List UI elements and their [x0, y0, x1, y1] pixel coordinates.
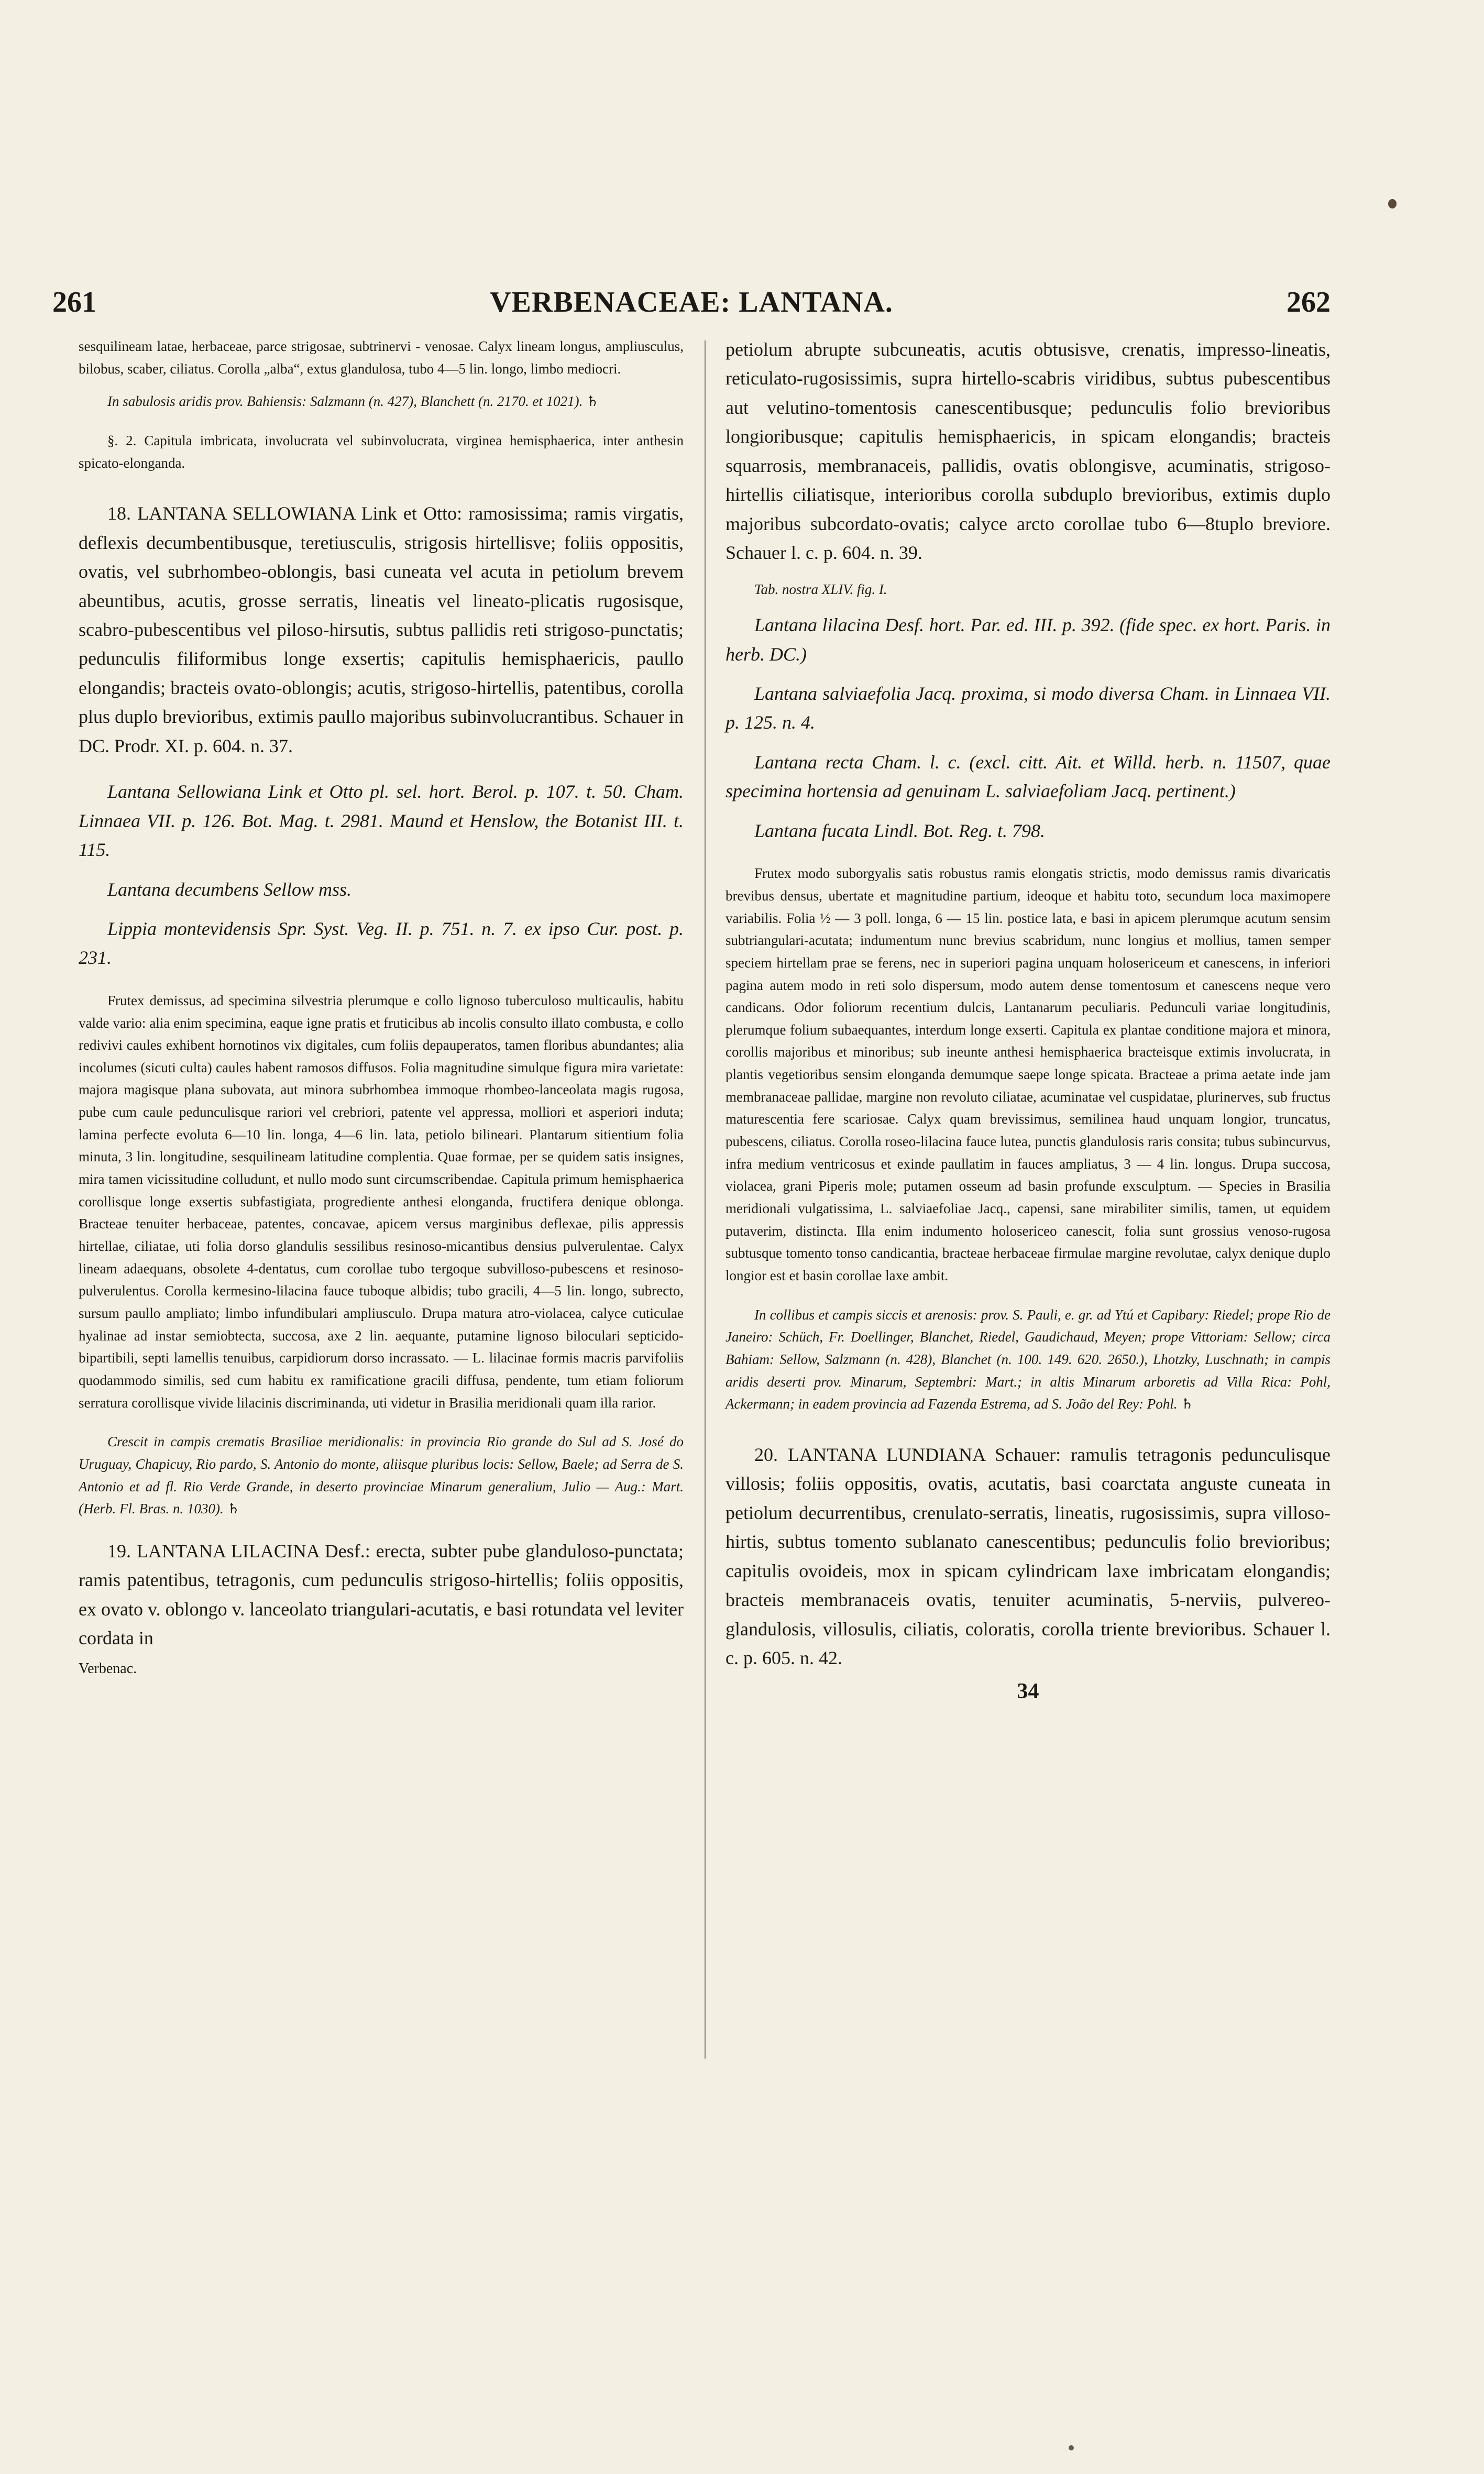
species-20-diagnosis: 20. LANTANA LUNDIANA Schauer: ramulis tetragonis pedunculisque villosis; foliis oppositis, ovatis, acutatis, basi coarctata anguste cuneata in petiolum decurrentibus, crenulato-serratis, lineatis, rugosissimis, supra villoso-hirtis, subtus tomento sublanato canescentibus; pedunculis folio brevioribus; capitulis ovoideis, mox in spicam cylindricam laxe imbricatam elongandis; bracteis membranaceis ovatis, tenuiter acuminatis, 5-nerviis, pulvereo-glandulosis, villosulis, ciliatis, coloratis, corolla triente brevioribus. Schauer l. c. p. 605. n. 42. [725, 1444, 1331, 1669]
synonym-1: Lantana Sellowiana Link et Otto pl. sel. hort. Berol. p. 107. t. 50. Cham. Linnaea VII. p. 126. Bot. Mag. t. 2981. Maund et Henslow, the Botanist III. t. 115. [79, 781, 684, 861]
locality-paragraph: In sabulosis aridis prov. Bahiensis: Salzmann (n. 427), Blanchett (n. 2170. et 1021). ♄ [107, 393, 599, 410]
running-header [52, 285, 1331, 327]
right-column [725, 335, 1331, 1704]
page-number-right: 262 [1287, 286, 1331, 318]
synonym-recta: Lantana recta Cham. l. c. (excl. citt. Ait. et Willd. herb. n. 11507, quae specimina hortensia ad genuinam L. salviaefoliam Jacq. pertinent.) [725, 751, 1331, 802]
page-number-left: 261 [52, 286, 96, 318]
species-18-diagnosis: 18. LANTANA SELLOWIANA Link et Otto: ramosissima; ramis virgatis, deflexis decumbentibusque, teretiusculis, strigosis hirtellisve; foliis oppositis, ovatis, vel subrhombeo-oblongis, basi cuneata vel acuta in petiolum brevem abeuntibus, acutis, grosse serratis, lineatis vel lineato-plicatis rugosisque, scabro-pubescentibus vel piloso-hirsutis, subtus pallidis reti strigoso-punctatis; pedunculis filiformibus longe exsertis; capitulis hemisphaericis, paullo elongandis; bracteis ovato-oblongis; acutis, strigoso-hirtellis, patentibus, corolla plus duplo brevioribus, extimis paullo majoribus subinvolucrantibus. Schauer in DC. Prodr. XI. p. 604. n. 37. [79, 503, 684, 756]
synonym-2: Lantana decumbens Sellow mss. [107, 878, 351, 900]
running-title: VERBENACEAE: LANTANA. [490, 286, 893, 318]
ink-speck [1388, 199, 1397, 208]
species-19-description: Frutex modo suborgyalis satis robustus ramis elongatis strictis, modo demissus ramis divaricatis brevibus densus, ubertate et magnitudine partium, ideoque et habitu toto, secundum loca maximopere variabilis. Folia ½ — 3 poll. longa, 6 — 15 lin. postice lata, e basi in apicem plerumque acutum sensim subtriangulari-acutata; indumentum nunc brevius scabridum, nunc longius et mollius, tamen semper speciem hirtellam prae se ferens, nec in superiori pagina unquam holosericeum et canescens, in inferiori pagina autem modo in reti solo dispersum, modo autem dense tomentosum et canescens neque vero candicans. Odor foliorum recentium dulcis, Lantanarum peculiaris. Pedunculi variae longitudinis, plerumque folium subaequantes, interdum longe exserti. Capitula ex plantae conditione majora et minora, corollis majoribus et minoribus; sub ineunte anthesi hemisphaerica bracteisque extimis involucrata, in plantis vegetioribus sensim elonganda demumque saepe longe spicata. Bracteae a prima aetate inde jam membranaceae pallidae, margine non revoluto ciliatae, acuminatae vel cuspidatae, plurinerves, sub fructus maturescentia fere scariosae. Calyx quam brevissimus, semilinea haud unquam longior, truncatus, pubescens, ciliatus. Corolla roseo-lilacina fauce lutea, punctis glandulosis raris consita; tubus subincurvus, infra medium ventricosus et exinde paullatim in fauces ampliatus, 3 — 4 lin. longus. Drupa succosa, violacea, grani Piperis mole; putamen osseum ad basin profunde exsculptum. — Species in Brasilia meridionali vulgatissima, L. salviaefoliae Jacq., capensi, sane mirabiliter similis, tamen, ut equidem putaverim, distincta. Illa enim indumento holosericeo canescit, folia sunt grossius venoso-rugosa subtusque tomento tonso candicantia, bracteae herbaceae firmulae margine revolutae, calyx denique duplo longior est et basin corollae laxe ambit. [725, 865, 1331, 1284]
species-19-diagnosis: 19. LANTANA LILACINA Desf.: erecta, subter pube glanduloso-punctata; ramis patentibus, tetragonis, cum pedunculis strigoso-hirtellis; foliis oppositis, ex ovato v. oblongo v. lanceolato triangulari-acutatis, e basi rotundata vel leviter cordata in [79, 1540, 684, 1649]
species-18-locality: Crescit in campis crematis Brasiliae meridionalis: in provincia Rio grande do Sul ad S. José do Uruguay, Chapicuy, Rio pardo, S. Antonio do monte, aliisque pluribus locis: Sellow, Baele; ad Serra de S. Antonio et ad fl. Rio Verde Grande, in deserto provinciae Minarum generalium, Julio — Aug.: Mart. (Herb. Fl. Bras. n. 1030). ♄ [79, 1434, 684, 1517]
synonym-3: Lippia montevidensis Spr. Syst. Veg. II. p. 751. n. 7. ex ipso Cur. post. p. 231. [79, 918, 684, 969]
species-19-locality: In collibus et campis siccis et arenosis: prov. S. Pauli, e. gr. ad Ytú et Capibary: Riedel; prope Rio de Janeiro: Schüch, Fr. Doellinger, Blanchet, Riedel, Gaudichaud, Meyen; prope Vittoriam: Sellow; circa Bahiam: Sellow, Salzmann (n. 428), Blanchet (n. 100. 149. 620. 2650.), Lhotzky, Luschnath; in campis aridis deserti prov. Minarum, Septembri: Mart.; in altis Minarum arboretis ad Villa Rica: Pohl, Ackermann; in eadem provincia ad Fazenda Estrema, ad S. João del Rey: Pohl. ♄ [725, 1306, 1331, 1412]
section-heading: §. 2. Capitula imbricata, involucrata vel subinvolucrata, virginea hemisphaerica, inter anthesin spicato-elonganda. [79, 432, 684, 471]
signature-number: 34 [1017, 1679, 1039, 1704]
column-rule [705, 340, 706, 2059]
description-continued: sesquilineam latae, herbaceae, parce strigosae, subtrinervi - venosae. Calyx lineam longus, ampliusculus, bilobus, scaber, ciliatus. Corolla „alba“, extus glandulosa, tubo 4—5 lin. longo, limbo mediocri. [79, 338, 684, 377]
species-19-diagnosis-continued: petiolum abrupte subcuneatis, acutis obtusisve, crenatis, impresso-lineatis, reticulato-rugosissimis, supra hirtello-scabris viridibus, subtus pubescentibus aut velutino-tomentosis canescentibusque; pedunculis folio brevioribus longioribusque; capitulis hemisphaericis, in spicam elongandis; bracteis squarrosis, membranaceis, pallidis, ovatis oblongisve, acuminatis, strigoso-hirtellis ciliatisque, interioribus corolla subduplo brevioribus, extimis duplo majoribus subcordato-ovatis; calyce arcto corollae tubo 6—8tuplo breviore. Schauer l. c. p. 604. n. 39. [725, 339, 1331, 564]
signature-mark: Verbenac. [79, 1660, 137, 1677]
synonym-lilacina: Lantana lilacina Desf. hort. Par. ed. III. p. 392. (fide spec. ex hort. Paris. in herb. DC.) [725, 614, 1331, 665]
synonym-salviaefolia: Lantana salviaefolia Jacq. proxima, si modo diversa Cham. in Linnaea VII. p. 125. n. 4. [725, 683, 1331, 733]
species-18-description: Frutex demissus, ad specimina silvestria plerumque e collo lignoso tuberculoso multicaulis, habitu valde vario: alia enim specimina, eaque igne pratis et fruticibus ab incolis consulto illato combusta, e collo redivivi caules exhibent hornotinos vix digitales, cum foliis depauperatos, tamen floribus abundantes; alia incolumes (sicuti culta) caules habent ramosos diffusos. Folia magnitudine simulque figura mira varietate: majora magisque plana subovata, aut minora subrhombea immoque rhombeo-lanceolata magis rugosa, pube cum caule pedunculisque rariori vel crebriori, patente vel appressa, molliori et asperiori induta; lamina perfecte evoluta 6—10 lin. longa, 4—6 lin. lata, petiolo bilineari. Plantarum sitientium folia minuta, 3 lin. longitudine, sesquilineam latitudine complentia. Quae formae, per se quidem satis insignes, mira tamen vicissitudine colludunt, et nullo modo sunt circumscribendae. Capitula primum hemisphaerica corollisque longe exsertis subfastigiata, progrediente anthesi elonganda, fructifera denique oblonga. Bracteae tenuiter herbaceae, patentes, concavae, apicem versus marginibus deflexae, pilis appressis hirtellae, ciliatae, uti folia dorso glandulis sessilibus resinoso-micantibus densius pulverulentae. Calyx lineam adaequans, obsolete 4-dentatus, cum corollae tubo tergoque subvilloso-pubescens et resinoso-pulverulentus. Corolla kermesino-lilacina fauce tuboque albidis; tubo gracili, 4—5 lin. longo, subrecto, sursum paullo ampliato; limbo infundibulari ampliusculo. Drupa matura atro-violacea, calyce cuticulae hyalinae ad instar semiobtecta, succosa, axe 2 lin. aequante, putamine lignoso biloculari septicido-bipartibili, septi lamellis tenuibus, carpidiorum dorso incrassato. — L. lilacinae formis macris parvifoliis quodammodo similis, sed cum habitu ex ramificatione gracili diffusa, pendente, tum etiam foliorum serratura corollisque vivide lilacinis discriminanda, uti videtur in Brasilia meridionali quam illa rarior. [79, 992, 684, 1411]
synonym-fucata: Lantana fucata Lindl. Bot. Reg. t. 798. [754, 820, 1045, 841]
ink-speck-bottom [1069, 2445, 1074, 2450]
plate-reference: Tab. nostra XLIV. fig. I. [754, 581, 887, 597]
left-column [79, 335, 684, 1677]
